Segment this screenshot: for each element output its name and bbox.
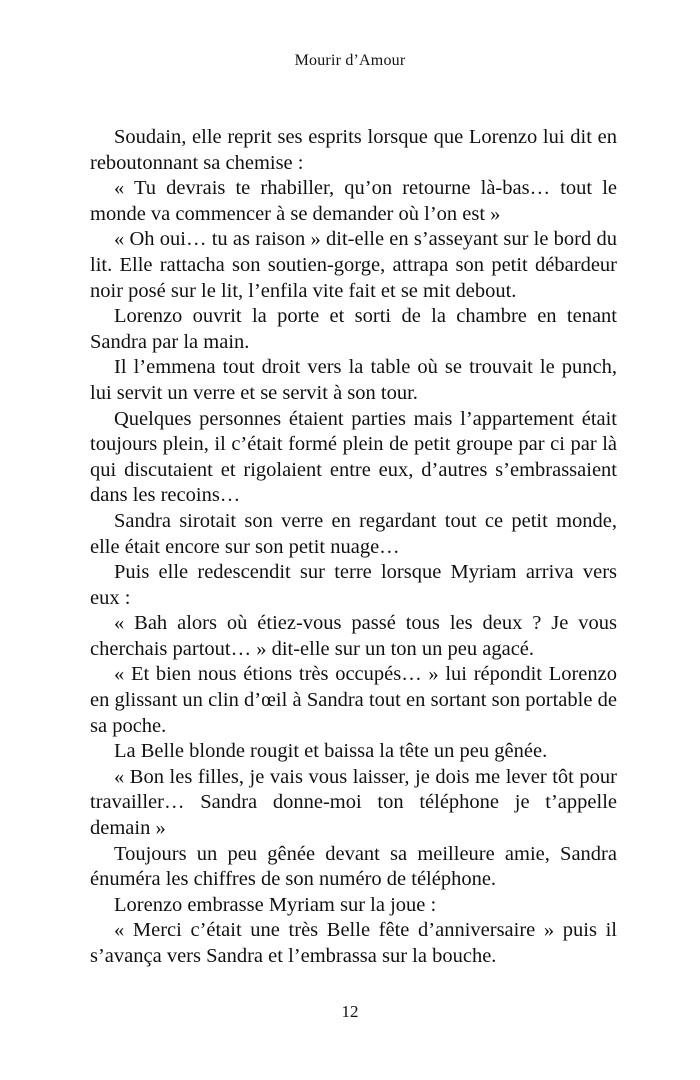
paragraph: Sandra sirotait son verre en regardant tout ce petit monde, elle était encore sur son petit nuage…: [90, 509, 617, 558]
paragraph: « Tu devrais te rhabiller, qu’on retourne là-bas… tout le monde va commencer à se demander où l’on est »: [90, 177, 617, 225]
paragraph: Lorenzo embrasse Myriam sur la joue :: [114, 893, 437, 916]
page-number: 12: [341, 1002, 359, 1021]
paragraph: Soudain, elle reprit ses esprits lorsque que Lorenzo lui dit en reboutonnant sa chemise :: [90, 126, 617, 174]
body-text: [90, 125, 617, 970]
paragraph: « Et bien nous étions très occupés… » lui répondit Lorenzo en glissant un clin d’œil à Sandra tout en sortant son portable de sa poche.: [90, 663, 617, 737]
paragraph: « Oh oui… tu as raison » dit-elle en s’asseyant sur le bord du lit. Elle rattacha son soutien-gorge, attrapa son petit débardeur noir posé sur le lit, l’enfila vite fait et se mit debout.: [90, 228, 617, 302]
paragraph: « Bon les filles, je vais vous laisser, je dois me lever tôt pour travailler… Sandra donne-moi ton téléphone je t’appelle demain »: [90, 765, 617, 840]
paragraph: Lorenzo ouvrit la porte et sorti de la chambre en tenant Sandra par la main.: [90, 305, 617, 353]
paragraph: « Merci c’était une très Belle fête d’anniversaire » puis il s’avança vers Sandra et l’embrassa sur la bouche.: [90, 919, 617, 967]
paragraph: Quelques personnes étaient parties mais l’appartement était toujours plein, il c’était formé plein de petit groupe par ci par là qui discutaient et rigolaient entre eux, d’autres s’embrassaient dans les recoins…: [90, 407, 617, 507]
paragraph: La Belle blonde rougit et baissa la tête un peu gênée.: [114, 740, 548, 763]
paragraph: Il l’emmena tout droit vers la table où se trouvait le punch, lui servit un verre et se servit à son tour.: [90, 356, 617, 404]
running-header: Mourir d’Amour: [294, 52, 406, 69]
paragraph: Toujours un peu gênée devant sa meilleure amie, Sandra énuméra les chiffres de son numéro de téléphone.: [90, 842, 617, 891]
paragraph: « Bah alors où étiez-vous passé tous les deux ? Je vous cherchais partout… » dit-elle sur un ton un peu agacé.: [90, 612, 617, 660]
paragraph: Puis elle redescendit sur terre lorsque Myriam arriva vers eux :: [90, 561, 617, 609]
